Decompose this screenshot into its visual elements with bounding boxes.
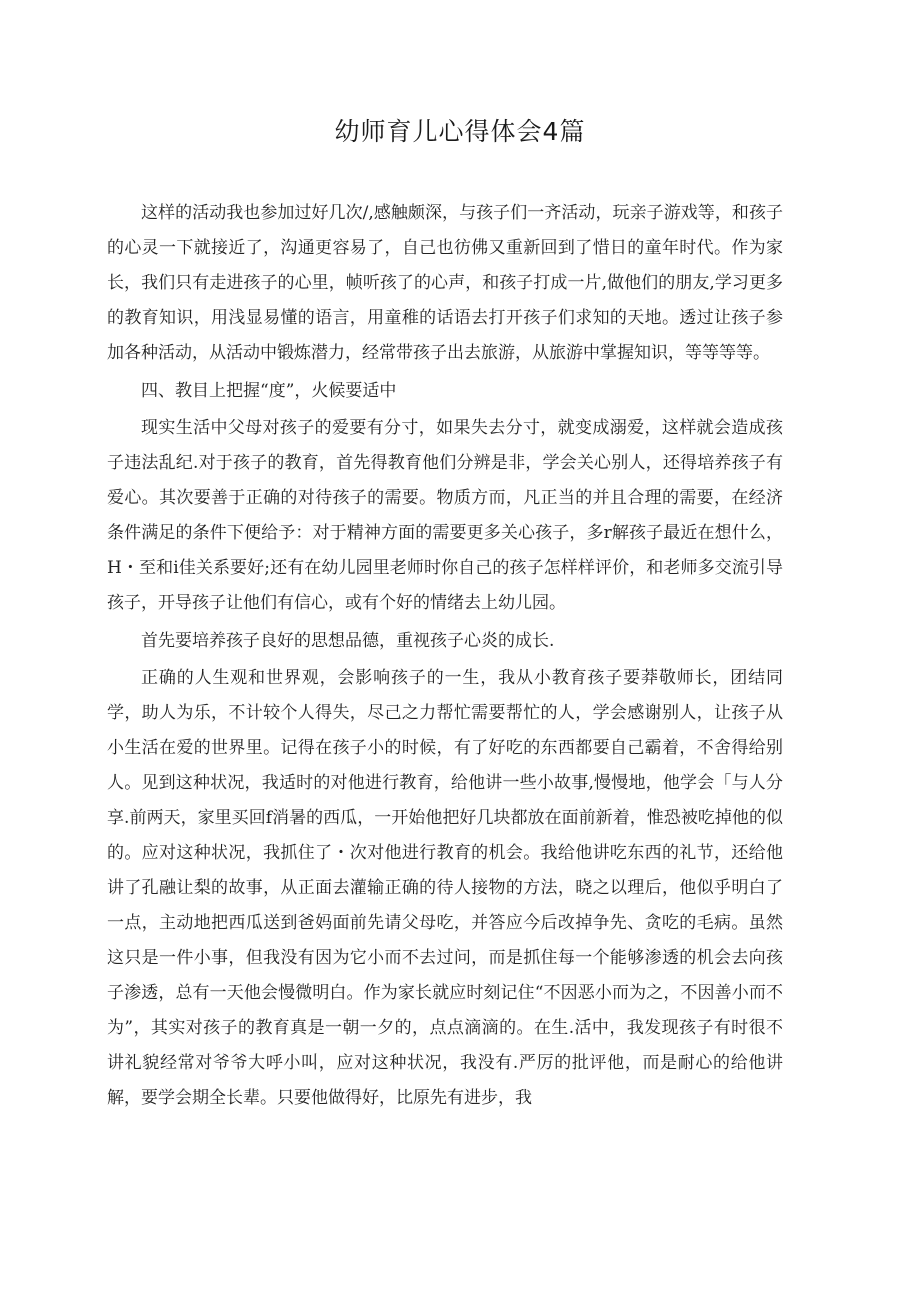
document-body xyxy=(107,196,783,1119)
paragraph-moral-character: 首先要培养孩子良好的思想品德，重视孩子心炎的成长. xyxy=(141,630,555,651)
paragraph-activities: 这样的活动我也参加过好几次/,感触颇深，与孩子们一齐活动，玩亲子游戏等，和孩子的心灵一下就接近了，沟通更容易了，自己也彷佛又重新回到了惜日的童年时代。作为家长，我们只有走进孩子的心里，帧听孩了的心声，和孩子打成一片,做他们的朋友,学习更多的教育知识，用浅显易懂的语言，用童稚的话语去打开孩子们求知的天地。透过让孩子参加各种活动，从活动中锻炼潜力，经常带孩子出去旅游，从旅游中掌握知识，等等等等。 xyxy=(107,203,783,363)
paragraph-worldview: 正确的人生观和世界观，会影响孩子的一生，我从小教育孩子要莽敬师长，团结同学，助人为乐，不计较个人得失，尽己之力帮忙需要帮忙的人，学会感谢别人，让孩子从小生活在爱的世界里。记得在孩子小的时候，有了好吃的东西都要自己霸着，不舍得给别人。见到这种状况，我适时的对他进行教育，给他讲一些小故事,慢慢地，他学会「与人分享.前两天，家里买回f消暑的西瓜，一开始他把好几块都放在面前新着，惟恐被吃掉他的似的。应对这种状况，我抓住了・次对他进行教育的机会。我给他讲吃东西的礼节，还给他讲了孔融让梨的故事，从正面去灌输正确的待人接物的方法，晓之以理后，他似乎明白了一点，主动地把西瓜送到爸妈面前先请父母吃，并答应今后改掉争先、贪吃的毛病。虽然这只是一件小事，但我没有因为它小而不去过问，而是抓住每一个能够渗透的机会去向孩子渗透，总有一天他会慢微明白。作为家长就应时刻记住“不因恶小而为之，不因善小而不为”，其实对孩子的教育真是一朝一夕的，点点滴滴的。在生.活中，我发现孩子有时很不讲礼貌经常对爷爷大呼小叫，应对这种状况，我没有.严厉的批评他，而是耐心的给他讲解，要学会期全长辈。只要他做得好，比原先有进步，我 xyxy=(107,668,783,1108)
paragraph-measure-of-love: 现实生活中父母对孩子的爱要有分寸，如果失去分寸，就变成溺爱，这样就会造成孩子违法乱纪.对于孩子的教育，首先得教育他们分辨是非，学会关心别人，还得培养孩子有爱心。其次要善于正确的对待孩子的需要。物质方而，凡正当的并且合理的需要，在经济条件满足的条件下便给予：对于精神方面的需要更多关心孩子，多r解孩子最近在想什么，H・至和i佳关系要好;还有在幼儿园里老师时你自己的孩子怎样样评价，和老师多交流引导孩子，开导孩子让他们有信心，或有个好的情绪去上幼儿园。 xyxy=(107,418,783,613)
section-heading-four: 四、教目上把握“度”，火候要适中 xyxy=(141,380,397,401)
document-title: 幼师育儿心得体会4篇 xyxy=(334,117,586,146)
